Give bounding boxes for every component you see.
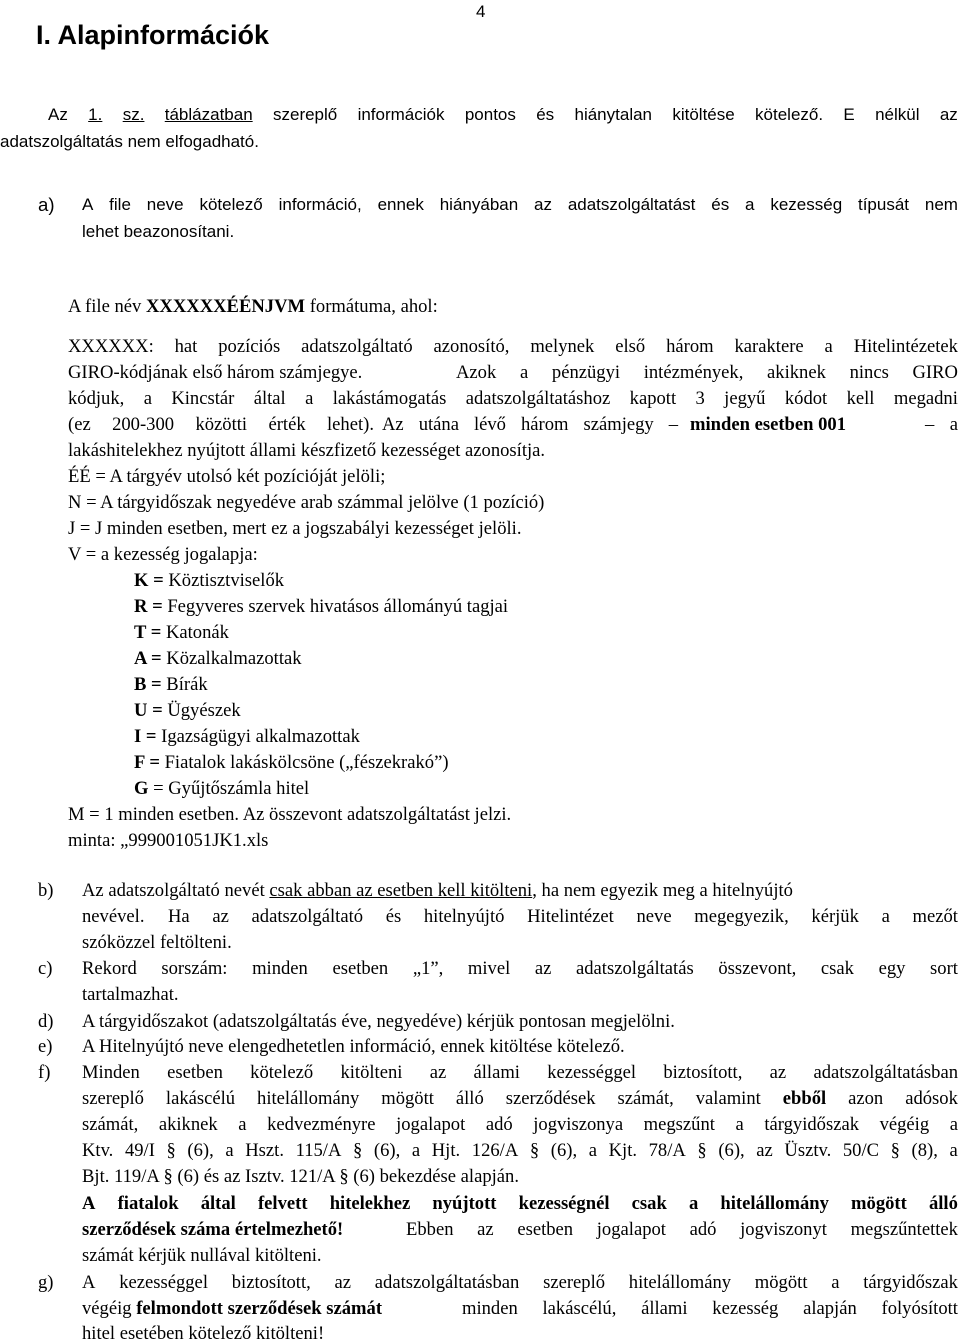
item-b-line-3: szóközzel feltölteni.	[82, 932, 232, 953]
item-f-line-7b: Ebben az esetben jogalapot adó jogviszonyt megszűntettek	[406, 1219, 958, 1240]
code-r: R = Fegyveres szervek hivatásos állományú tagjai	[134, 596, 509, 617]
xxxxxx-line-4a: (ez 200-300 közötti érték lehet).	[68, 414, 374, 435]
code-a: A = Közalkalmazottak	[134, 648, 302, 669]
code-i: I = Igazságügyi alkalmazottak	[134, 726, 360, 747]
item-g-label: g)	[38, 1272, 54, 1293]
item-c-line-2: tartalmazhat.	[82, 984, 179, 1005]
intro-line-2: adatszolgáltatás nem elfogadható.	[0, 132, 259, 151]
item-c-label: c)	[38, 958, 53, 979]
xxxxxx-line-2a: GIRO-kódjának első három számjegye.	[68, 362, 363, 383]
code-t: T = Katonák	[134, 622, 229, 643]
j-line: J = J minden esetben, mert ez a jogszabályi kezességet jelöli.	[68, 518, 522, 539]
code-g: G = Gyűjtőszámla hitel	[134, 778, 310, 799]
intro-line-1: Az 1. sz. táblázatban szereplő információk pontos és hiánytalan kitöltése kötelező. E nélkül az	[48, 105, 958, 124]
m-line: M = 1 minden esetben. Az összevont adatszolgáltatást jelzi.	[68, 804, 512, 825]
table-reference-link[interactable]: 1.	[88, 105, 103, 124]
code-b: B = Bírák	[134, 674, 208, 695]
item-f-line-4: Ktv. 49/I § (6), a Hszt. 115/A § (6), a Hjt. 126/A § (6), a Kjt. 78/A § (6), az Üsztv. 50/C § (8), a	[82, 1140, 958, 1161]
item-g-line-2a: végéig felmondott szerződések számát	[82, 1298, 383, 1319]
xxxxxx-line-2b: Azok a pénzügyi intézmények, akiknek nincs GIRO	[456, 362, 958, 383]
example-filename: minta: „999001051JK1.xls	[68, 830, 269, 851]
page-number: 4	[476, 2, 486, 21]
item-f-line-3: számát, akiknek a kedvezményre jogalapot adó jogviszonya megszűnt a tárgyidőszak végéig a	[82, 1114, 958, 1135]
item-f-label: f)	[38, 1062, 51, 1083]
filename-format-line: A file név XXXXXXÉÉNJVM formátuma, ahol:	[68, 296, 438, 317]
item-f-bold-line-2: szerződések száma értelmezhető!	[82, 1219, 344, 1240]
minden-esetben-001: minden esetben 001	[690, 414, 846, 435]
item-b-line-2a: nevével.	[82, 906, 145, 927]
xxxxxx-line-4b: Az utána lévő három számjegy –	[382, 414, 678, 435]
xxxxxx-line-5: lakáshitelekhez nyújtott állami készfizető kezességet azonosítja.	[68, 440, 546, 461]
item-b-label: b)	[38, 880, 54, 901]
item-b-line-1: Az adatszolgáltató nevét csak abban az esetben kell kitölteni, ha nem egyezik meg a hitelnyújtó	[82, 880, 793, 901]
item-g-line-1: A kezességgel biztosított, az adatszolgáltatásban szereplő hitelállomány mögött a tárgyidőszak	[82, 1272, 958, 1293]
item-d-line-1: A tárgyidőszakot (adatszolgáltatás éve, negyedéve) kérjük pontosan megjelölni.	[82, 1011, 675, 1032]
item-e-label: e)	[38, 1036, 53, 1057]
n-line: N = A tárgyidőszak negyedéve arab számmal jelölve (1 pozíció)	[68, 492, 545, 513]
ee-line: ÉÉ = A tárgyév utolsó két pozícióját jelöli;	[68, 466, 386, 487]
item-e-line-1: A Hitelnyújtó neve elengedhetetlen információ, ennek kitöltése kötelező.	[82, 1036, 625, 1057]
item-a-label: a)	[38, 194, 55, 215]
item-f-line-2: szereplő lakáscélú hitelállomány mögött álló szerződések számát, valamint ebből azon adósok	[82, 1088, 958, 1109]
xxxxxx-line-4c: – a	[925, 414, 958, 435]
item-a-line-2: lehet beazonosítani.	[82, 222, 235, 241]
item-f-line-1: Minden esetben kötelező kitölteni az állami kezességgel biztosított, az adatszolgáltatásban	[82, 1062, 958, 1083]
v-line: V = a kezesség jogalapja:	[68, 544, 258, 565]
code-f: F = Fiatalok lakáskölcsöne („fészekrakó”)	[134, 752, 449, 773]
item-f-line-5: Bjt. 119/A § (6) és az Isztv. 121/A § (6) bekezdése alapján.	[82, 1166, 519, 1187]
item-b-line-2b: Ha az adatszolgáltató és hitelnyújtó Hitelintézet neve megegyezik, kérjük a mezőt	[168, 906, 958, 927]
section-heading: I. Alapinformációk	[36, 20, 270, 50]
code-k: K = Köztisztviselők	[134, 570, 285, 591]
item-f-bold-line-1: A fiatalok által felvett hitelekhez nyújtott kezességnél csak a hitelállomány mögött álló	[82, 1193, 958, 1214]
item-c-line-1: Rekord sorszám: minden esetben „1”, mivel az adatszolgáltatás összevont, csak egy sort	[82, 958, 958, 979]
xxxxxx-line-3: kódjuk, a Kincstár által a lakástámogatás adatszolgáltatáshoz kapott 3 jegyű kódot kell megadni	[68, 388, 958, 409]
item-g-line-2b: minden lakáscélú, állami kezesség alapján folyósított	[462, 1298, 958, 1319]
item-f-line-8: számát kérjük nullával kitölteni.	[82, 1245, 322, 1266]
code-u: U = Ügyészek	[134, 700, 241, 721]
filename-format-code: XXXXXXÉÉNJVM	[145, 296, 306, 317]
item-d-label: d)	[38, 1011, 54, 1032]
xxxxxx-line-1: XXXXXX: hat pozíciós adatszolgáltató azonosító, melynek első három karaktere a Hitelintézetek	[68, 336, 958, 357]
item-g-line-3: hitel esetében kötelező kitölteni!	[82, 1323, 325, 1344]
item-a-line-1: A file neve kötelező információ, ennek hiányában az adatszolgáltatást és a kezesség típusát nem	[82, 195, 958, 214]
